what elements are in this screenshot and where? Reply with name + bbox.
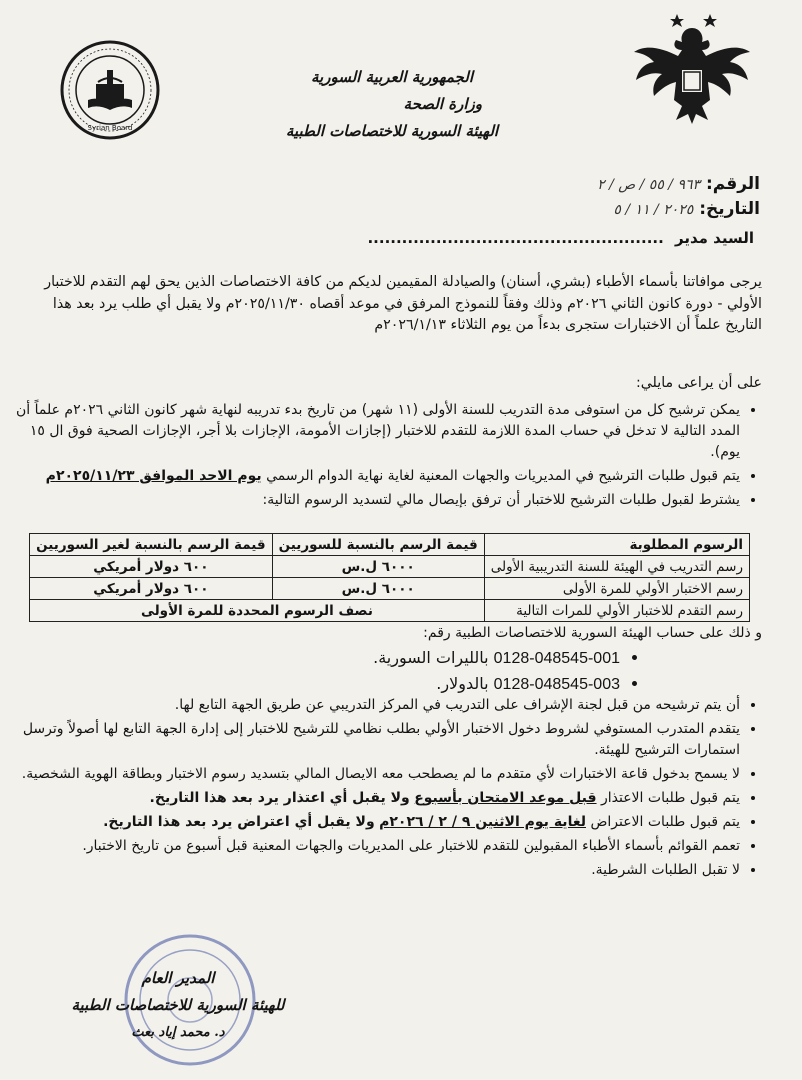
condition-deadline: لغاية يوم الاثنين ٩ / ٢ / ٢٠٢٦م	[379, 814, 586, 830]
table-cell: نصف الرسوم المحددة للمرة الأولى	[30, 600, 485, 622]
condition-text: ولا يقبل أي اعتراض يرد بعد هذا التاريخ.	[103, 814, 375, 830]
table-header-row	[30, 534, 750, 556]
signature-name: د. محمد إياد بعث	[131, 1025, 225, 1040]
list-item: • يتقدم المتدرب المستوفي لشروط دخول الاختبار الأولي بطلب نظامي للترشيح للاختبار إلى إدارة الجهة التابع لها أصولاً وترسل استمارات الترشيح للهيئة.	[5, 719, 740, 761]
account-note: و ذلك على حساب الهيئة السورية للاختصاصات الطبية رقم:	[423, 625, 762, 641]
number-value: ٩٦٣ / ٥٥ / ص / ٢	[597, 177, 701, 193]
signature-title: المدير العام	[141, 969, 215, 987]
column-header: الرسوم المطلوبة	[484, 534, 749, 556]
signature-org: للهيئة السورية للاختصاصات الطبية	[71, 996, 285, 1014]
country-name: الجمهورية العربية السورية	[311, 68, 473, 86]
table-cell: ٦٠٠٠ ل.س	[272, 578, 484, 600]
list-item: • لا يسمح بدخول قاعة الاختبارات لأي متقدم ما لم يصطحب معه الايصال المالي بتسديد رسوم الاختبار وبطاقة الهوية الشخصية.	[5, 764, 740, 785]
syrian-board-logo-icon	[58, 38, 162, 142]
greeting	[367, 229, 754, 247]
board-name: الهيئة السورية للاختصاصات الطبية	[285, 122, 499, 140]
column-header: قيمة الرسم بالنسبة لغير السوريين	[30, 534, 273, 556]
condition-deadline: يوم الاحد الموافق ٢٠٢٥/١١/٢٣م	[45, 468, 262, 484]
logo-text: Syrian Board	[87, 124, 133, 132]
table-cell: رسم التقدم للاختبار الأولي للمرات التالية	[484, 600, 749, 622]
list-item	[373, 645, 620, 671]
table-cell: ٦٠٠ دولار أمريكي	[30, 556, 273, 578]
table-row	[30, 556, 750, 578]
condition-text: يتم قبول طلبات الاعتراض	[590, 814, 740, 830]
column-header: قيمة الرسم بالنسبة للسوريين	[272, 534, 484, 556]
list-item: • يشترط لقبول طلبات الترشيح للاختبار أن ترفق بإيصال مالي لتسديد الرسوم التالية:	[5, 490, 740, 511]
list-item: • أن يتم ترشيحه من قبل لجنة الإشراف على التدريب في المركز التدريبي عن طريق الجهة التابع لها.	[5, 695, 740, 716]
table-cell: رسم الاختبار الأولي للمرة الأولى	[484, 578, 749, 600]
number-label: الرقم:	[705, 174, 760, 194]
condition-text: يتم قبول طلبات الترشيح في المديريات والجهات المعنية لغاية نهاية الدوام الرسمي	[266, 468, 740, 484]
account-currency: بالدولار.	[436, 674, 489, 693]
condition-text: ولا يقبل أي اعتذار يرد بعد هذا التاريخ.	[149, 790, 410, 806]
greeting-label: السيد مدير	[675, 229, 754, 247]
table-cell: رسم التدريب في الهيئة للسنة التدريبية الأولى	[484, 556, 749, 578]
intro-paragraph: يرجى موافاتنا بأسماء الأطباء (بشري، أسنان) والصيادلة المقيمين لديكم من كافة الاختصاصات الذين يحق لهم التقدم للاختبار الأولي - دورة كانون الثاني ٢٠٢٦م وذلك وفقاً للنموذج المرفق في موعد أقصاه ٢٠٢٥/١١/٣٠م ولا يقبل أي طلب يرد بعد هذا التاريخ علماً أن الاختبارات ستجرى بدءاً من يوم الثلاثاء ٢٠٢٦/١/١٣م	[44, 274, 762, 333]
account-number: 0128-048545-003	[493, 676, 620, 693]
fees-table	[29, 533, 750, 622]
list-item: • يمكن ترشيح كل من استوفى مدة التدريب للسنة الأولى (١١ شهر) من تاريخ بدء تدريبه لنهاية شهر كانون الثاني ٢٠٢٦م علماً أن المدد التالية لا تدخل في حساب المدة اللازمة للتقدم للاختبار (إجازات الأمومة، الإجازات بلا أجر، الإجازات الصحية فوق ال ١٥ يوم).	[5, 400, 740, 463]
greeting-dots: ....................................................	[367, 229, 664, 247]
table-cell: ٦٠٠٠ ل.س	[272, 556, 484, 578]
reference-number	[597, 174, 760, 194]
accounts-list	[373, 645, 642, 697]
date-label: التاريخ:	[699, 199, 760, 219]
reference-date	[613, 199, 760, 219]
condition-deadline: قبل موعد الامتحان بأسبوع	[414, 790, 597, 806]
table-row	[30, 578, 750, 600]
table-row	[30, 600, 750, 622]
conditions-list-bottom	[5, 695, 762, 884]
account-number: 0128-048545-001	[493, 650, 620, 667]
signature-block	[68, 965, 288, 1046]
date-value: ٢٠٢٥ / ١١ / ٥	[613, 202, 694, 218]
ministry-name: وزارة الصحة	[403, 95, 482, 113]
letterhead	[242, 64, 542, 145]
list-item: • لا تقبل الطلبات الشرطية.	[5, 860, 740, 881]
account-currency: بالليرات السورية.	[373, 648, 489, 667]
notice-label: على أن يراعى مايلي:	[635, 375, 762, 391]
list-item: • تعمم القوائم بأسماء الأطباء المقبولين للتقدم للاختبار على المديريات والجهات المعنية قبل أسبوع من تاريخ الاختبار.	[5, 836, 740, 857]
table-cell: ٦٠٠ دولار أمريكي	[30, 578, 273, 600]
condition-text: يتم قبول طلبات الاعتذار	[600, 790, 740, 806]
conditions-list-top	[5, 400, 762, 514]
list-item	[5, 788, 740, 809]
list-item	[5, 466, 740, 487]
list-item	[5, 812, 740, 833]
list-item	[373, 671, 620, 697]
syrian-eagle-emblem-icon	[632, 10, 752, 128]
